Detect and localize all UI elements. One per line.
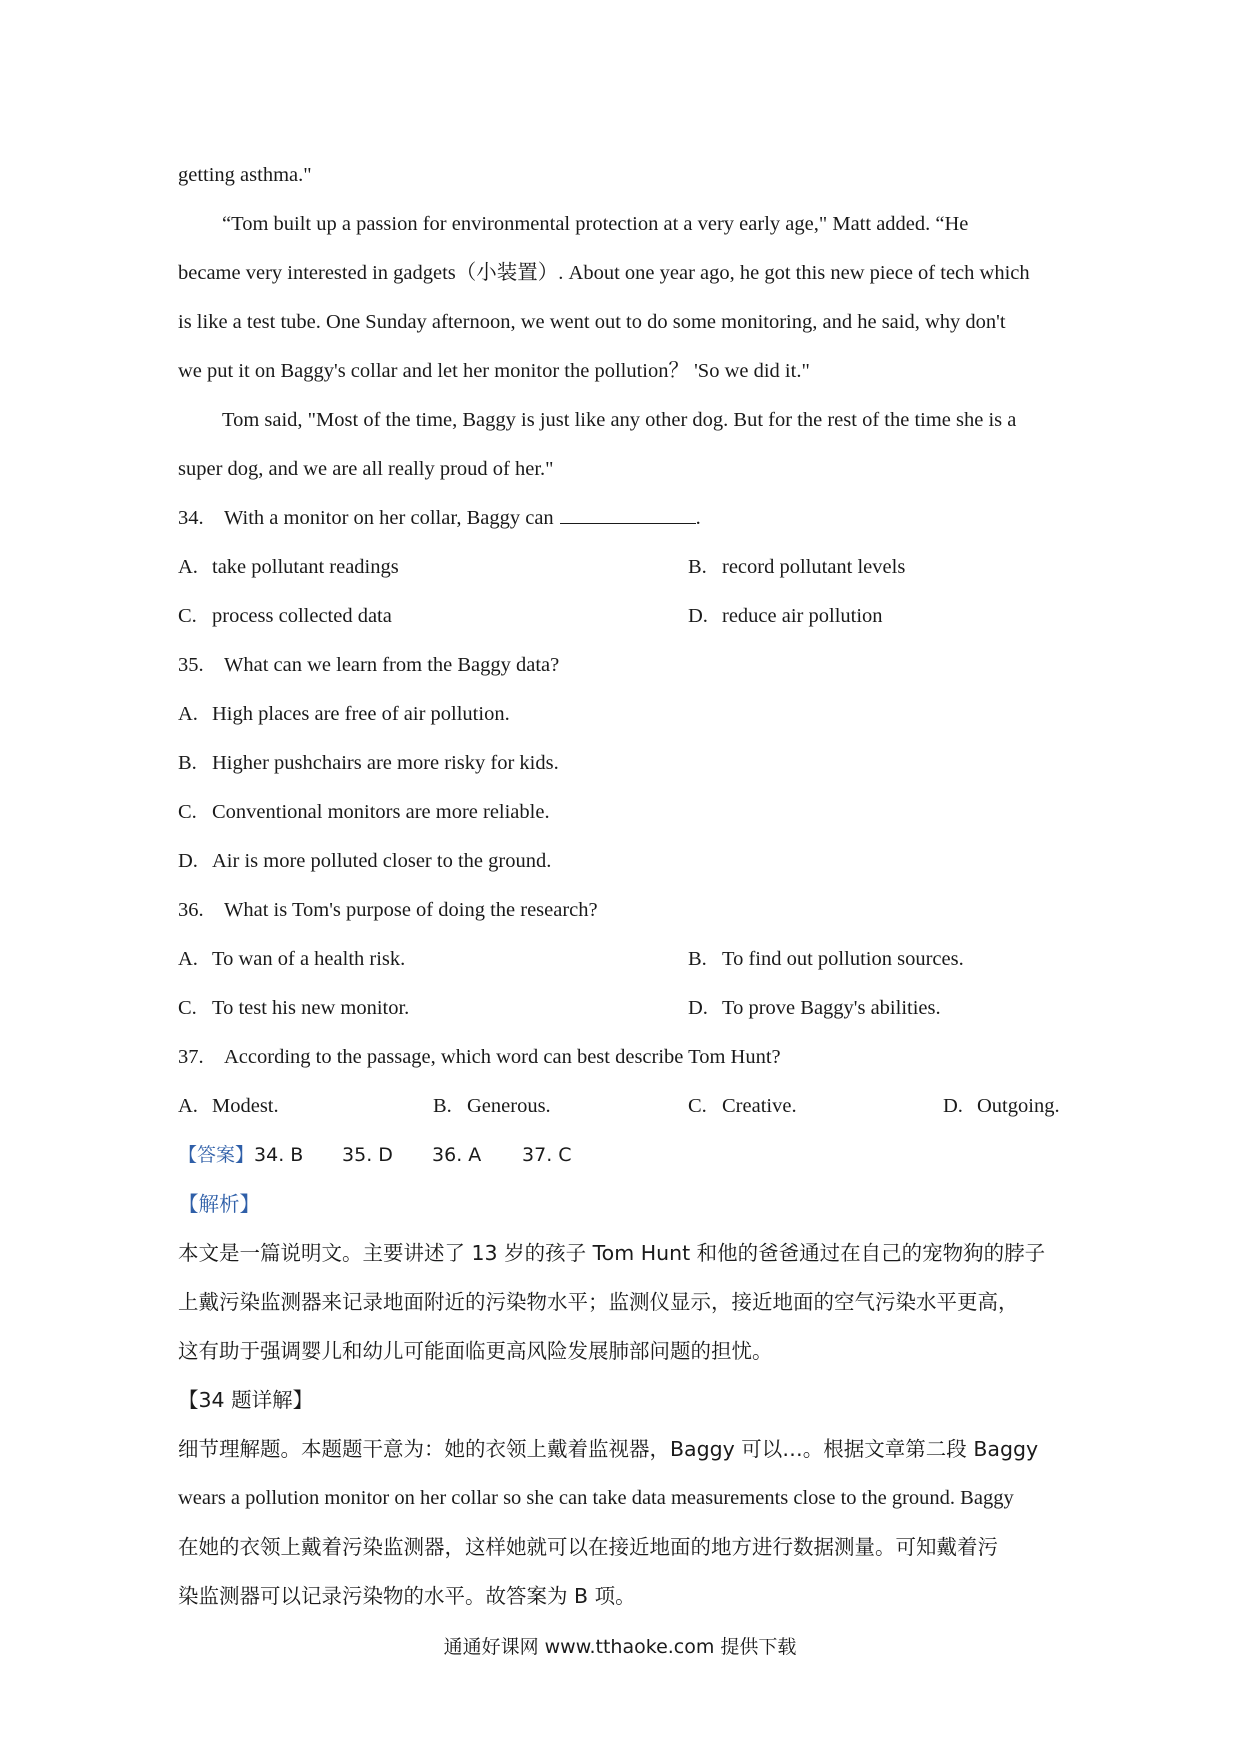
question-end: . xyxy=(695,507,701,529)
option-letter: A. xyxy=(178,1095,198,1117)
option-letter: A. xyxy=(178,556,198,578)
answer-line xyxy=(178,1141,1068,1169)
option-text: To find out pollution sources. xyxy=(722,948,964,970)
option-text: Higher pushchairs are more risky for kids. xyxy=(212,752,559,774)
passage-line: is like a test tube. One Sunday afternoon, we went out to do some monitoring, and he said, why don't xyxy=(178,311,1006,333)
option-text: To wan of a health risk. xyxy=(212,948,406,970)
question-37-option-a xyxy=(178,1092,279,1120)
question-37-option-b xyxy=(433,1092,551,1120)
question-number: 36. xyxy=(178,899,204,921)
question-35-stem xyxy=(178,651,1068,679)
option-letter: B. xyxy=(178,752,197,774)
question-37-option-d xyxy=(943,1092,1060,1120)
passage-line: super dog, and we are all really proud of her." xyxy=(178,458,554,480)
question-text: What can we learn from the Baggy data? xyxy=(224,654,560,676)
option-text: record pollutant levels xyxy=(722,556,906,578)
option-letter: C. xyxy=(688,1095,707,1117)
question-text: With a monitor on her collar, Baggy can xyxy=(224,507,554,529)
option-text: Conventional monitors are more reliable. xyxy=(212,801,550,823)
page-footer: 通通好课网 www.tthaoke.com 提供下载 xyxy=(443,1636,797,1658)
option-letter: B. xyxy=(688,948,707,970)
option-letter: D. xyxy=(943,1095,963,1117)
answer-blank xyxy=(560,505,696,524)
option-letter: D. xyxy=(178,850,198,872)
passage-line: Tom said, "Most of the time, Baggy is just like any other dog. But for the rest of the time she is a xyxy=(222,409,1017,431)
option-letter: A. xyxy=(178,948,198,970)
detail-line: 染监测器可以记录污染物的水平。故答案为 B 项。 xyxy=(178,1584,636,1608)
passage-line: we put it on Baggy's collar and let her monitor the pollution？ 'So we did it." xyxy=(178,360,810,382)
question-36-option-b xyxy=(688,945,964,973)
option-text: Air is more polluted closer to the ground. xyxy=(212,850,552,872)
question-number: 35. xyxy=(178,654,204,676)
analysis-line: 这有助于强调婴儿和幼儿可能面临更高风险发展肺部问题的担忧。 xyxy=(178,1339,773,1363)
question-36-option-c xyxy=(178,994,409,1022)
detail-34-heading: 【34 题详解】 xyxy=(178,1388,314,1412)
answer-item: 34. B xyxy=(254,1144,304,1166)
option-text: reduce air pollution xyxy=(722,605,883,627)
passage-line: became very interested in gadgets（小装置）. About one year ago, he got this new piece of tech which xyxy=(178,262,1030,284)
question-36-option-a xyxy=(178,945,405,973)
analysis-line: 本文是一篇说明文。主要讲述了 13 岁的孩子 Tom Hunt 和他的爸爸通过在自己的宠物狗的脖子 xyxy=(178,1241,1046,1265)
option-letter: B. xyxy=(688,556,707,578)
passage-line: getting asthma." xyxy=(178,164,312,186)
question-35-option-d xyxy=(178,847,551,875)
question-35-option-a xyxy=(178,700,510,728)
question-34-option-c xyxy=(178,602,392,630)
question-34-option-d xyxy=(688,602,883,630)
analysis-heading xyxy=(178,1190,1068,1219)
detail-line: wears a pollution monitor on her collar so she can take data measurements close to the ground. Baggy xyxy=(178,1487,1014,1509)
option-text: take pollutant readings xyxy=(212,556,399,578)
option-text: To prove Baggy's abilities. xyxy=(722,997,941,1019)
option-text: Outgoing. xyxy=(977,1095,1060,1117)
question-text: According to the passage, which word can best describe Tom Hunt? xyxy=(224,1046,781,1068)
option-letter: C. xyxy=(178,801,197,823)
question-36-stem xyxy=(178,896,1068,924)
option-letter: A. xyxy=(178,703,198,725)
question-34-option-a xyxy=(178,553,399,581)
option-text: High places are free of air pollution. xyxy=(212,703,510,725)
detail-line: 在她的衣领上戴着污染监测器，这样她就可以在接近地面的地方进行数据测量。可知戴着污 xyxy=(178,1535,998,1559)
answer-tag: 【答案】 xyxy=(178,1144,255,1166)
answer-item: 36. A xyxy=(432,1144,482,1166)
option-letter: D. xyxy=(688,605,708,627)
option-text: process collected data xyxy=(212,605,392,627)
option-letter: D. xyxy=(688,997,708,1019)
question-37-option-c xyxy=(688,1092,797,1120)
detail-line: 细节理解题。本题题干意为：她的衣领上戴着监视器，Baggy 可以…。根据文章第二段 Baggy xyxy=(178,1437,1039,1461)
question-text: What is Tom's purpose of doing the research? xyxy=(224,899,598,921)
option-letter: C. xyxy=(178,605,197,627)
passage-line: “Tom built up a passion for environmental protection at a very early age," Matt added. “He xyxy=(222,213,969,235)
question-36-option-d xyxy=(688,994,941,1022)
question-number: 37. xyxy=(178,1046,204,1068)
question-35-option-c xyxy=(178,798,550,826)
question-number: 34. xyxy=(178,507,204,529)
option-letter: C. xyxy=(178,997,197,1019)
option-letter: B. xyxy=(433,1095,452,1117)
analysis-line: 上戴污染监测器来记录地面附近的污染物水平；监测仪显示，接近地面的空气污染水平更高， xyxy=(178,1290,1019,1314)
question-37-stem xyxy=(178,1043,1068,1071)
answer-item: 35. D xyxy=(342,1144,393,1166)
option-text: To test his new monitor. xyxy=(212,997,410,1019)
question-34-option-b xyxy=(688,553,905,581)
answer-item: 37. C xyxy=(522,1144,572,1166)
option-text: Creative. xyxy=(722,1095,797,1117)
question-34-stem xyxy=(178,504,1068,532)
analysis-tag: 【解析】 xyxy=(178,1192,260,1216)
question-35-option-b xyxy=(178,749,559,777)
option-text: Generous. xyxy=(467,1095,551,1117)
option-text: Modest. xyxy=(212,1095,279,1117)
